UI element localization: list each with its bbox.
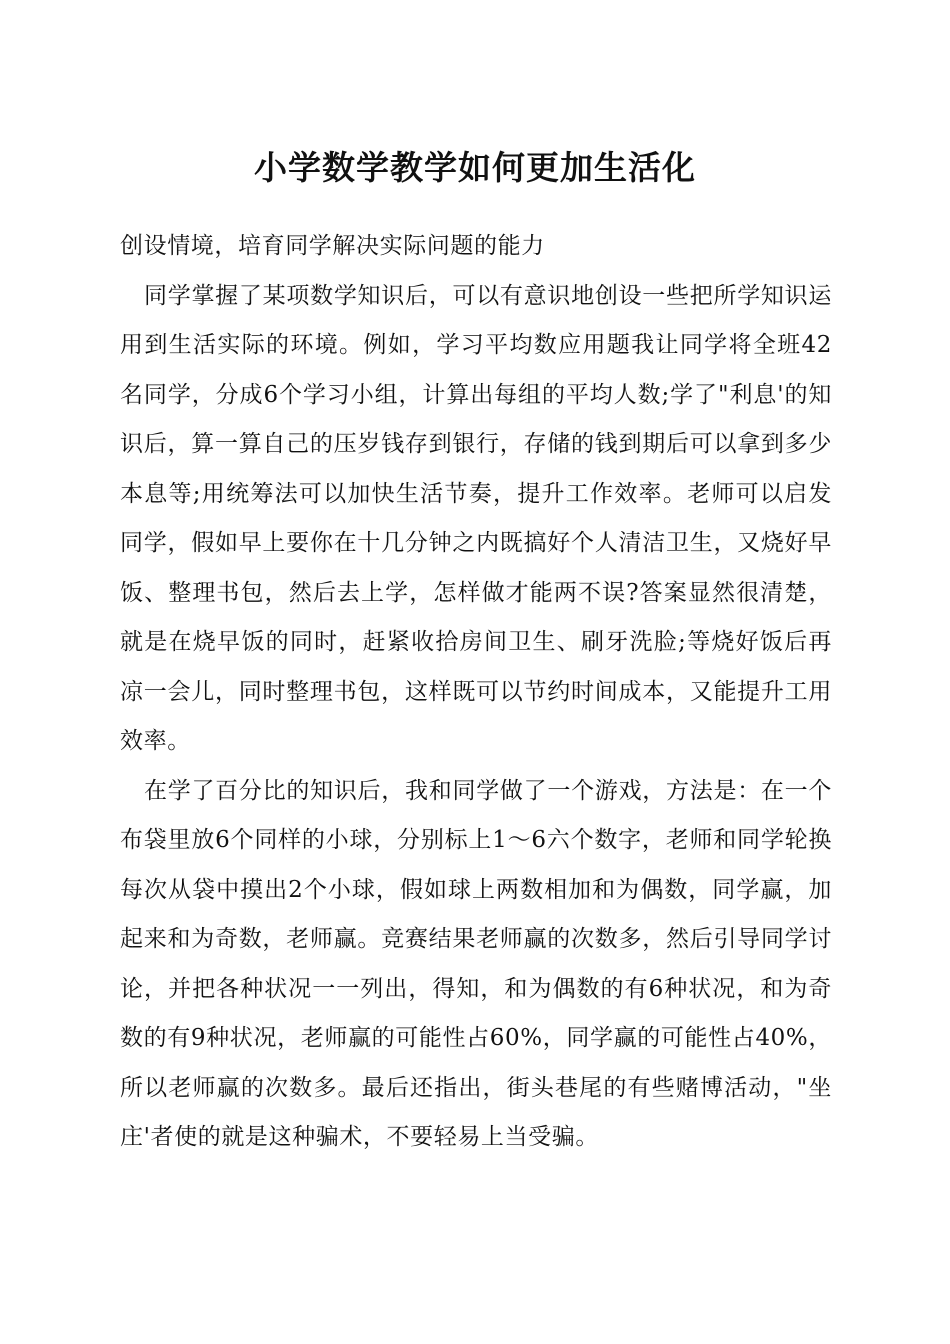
document-body bbox=[120, 222, 832, 1163]
paragraph-1: 同学掌握了某项数学知识后，可以有意识地创设一些把所学知识运用到生活实际的环境。例如，学习平均数应用题我让同学将全班42名同学，分成6个学习小组，计算出每组的平均人数;学了"利息'的知识后，算一算自己的压岁钱存到银行，存储的钱到期后可以拿到多少本息等;用统筹法可以加快生活节奏，提升工作效率。老师可以启发同学，假如早上要你在十几分钟之内既搞好个人清洁卫生，又烧好早饭、整理书包，然后去上学，怎样做才能两不误?答案显然很清楚，就是在烧早饭的同时，赶紧收拾房间卫生、刷牙洗脸;等烧好饭后再凉一会儿，同时整理书包，这样既可以节约时间成本，又能提升工用效率。 bbox=[120, 282, 832, 754]
document-title: 小学数学教学如何更加生活化 bbox=[254, 148, 696, 187]
section-heading: 创设情境，培育同学解决实际问题的能力 bbox=[120, 233, 545, 259]
paragraph-2: 在学了百分比的知识后，我和同学做了一个游戏，方法是：在一个布袋里放6个同样的小球，分别标上1～6六个数字，老师和同学轮换每次从袋中摸出2个小球，假如球上两数相加和为偶数，同学赢，加起来和为奇数，老师赢。竞赛结果老师赢的次数多，然后引导同学讨论，并把各种状况一一列出，得知，和为偶数的有6种状况，和为奇数的有9种状况，老师赢的可能性占60%，同学赢的可能性占40%，所以老师赢的次数多。最后还指出，街头巷尾的有些赌博活动，"坐庄'者使的就是这种骗术，不要轻易上当受骗。 bbox=[120, 777, 832, 1150]
